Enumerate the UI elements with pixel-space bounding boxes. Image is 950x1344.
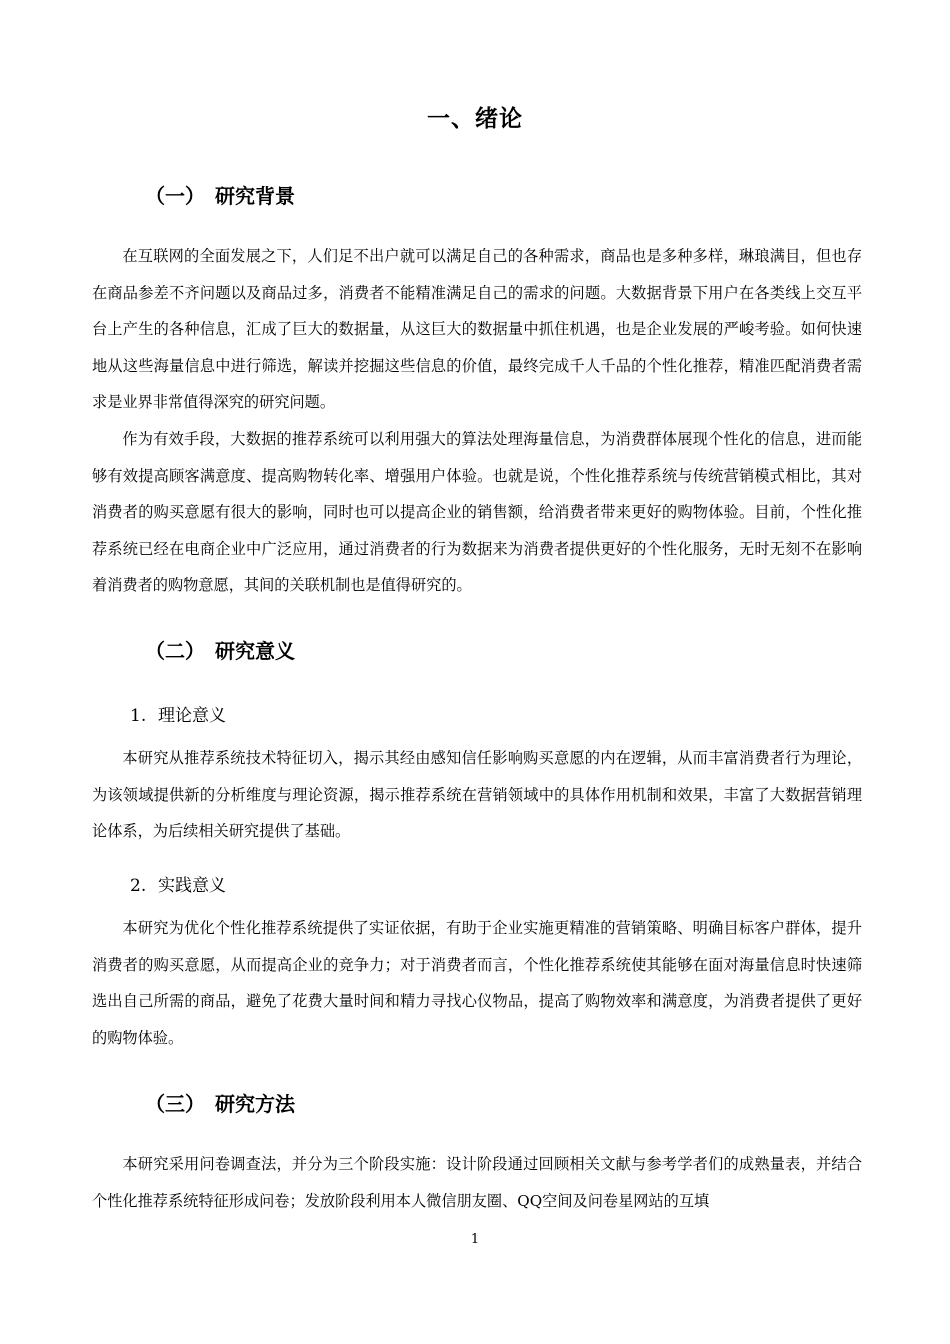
- subsection-heading-practice: [130, 871, 226, 896]
- paragraph-background-1: 在互联网的全面发展之下，人们足不出户就可以满足自己的各种需求，商品也是多种多样，琳琅满目，但也存在商品参差不齐问题以及商品过多，消费者不能精准满足自己的需求的问题。大数据背景下用户在各类线上交互平台上产生的各种信息，汇成了巨大的数据量，从这巨大的数据量中抓住机遇，也是企业发展的严峻考验。如何快速地从这些海量信息中进行筛选，解读并挖掘这些信息的价值，最终完成千人千品的个性化推荐，精准匹配消费者需求是业界非常值得深究的研究问题。: [92, 247, 862, 411]
- section-number: （三）: [145, 1092, 205, 1116]
- section-title: 研究背景: [215, 184, 295, 208]
- section-heading-significance: [145, 635, 295, 664]
- subsection-heading-theory: [130, 701, 226, 726]
- section-title: 研究意义: [215, 639, 295, 663]
- subsection-number: 2.: [130, 876, 147, 896]
- chapter-title: 一、绪论: [427, 106, 523, 132]
- section-number: （二）: [145, 639, 205, 663]
- section-number: （一）: [145, 184, 205, 208]
- section-title: 研究方法: [215, 1092, 295, 1116]
- subsection-title: 实践意义: [158, 876, 226, 896]
- page-number: 1: [470, 1232, 480, 1247]
- subsection-number: 1.: [130, 706, 147, 726]
- section-heading-methods: [145, 1088, 295, 1117]
- section-heading-background: [145, 180, 295, 209]
- paragraph-background-2: 作为有效手段，大数据的推荐系统可以利用强大的算法处理海量信息，为消费群体展现个性化的信息，进而能够有效提高顾客满意度、提高购物转化率、增强用户体验。也就是说，个性化推荐系统与传统营销模式相比，其对消费者的购买意愿有很大的影响，同时也可以提高企业的销售额，给消费者带来更好的购物体验。目前，个性化推荐系统已经在电商企业中广泛应用，通过消费者的行为数据来为消费者提供更好的个性化服务，无时无刻不在影响着消费者的购物意愿，其间的关联机制也是值得研究的。: [92, 430, 862, 594]
- paragraph-practice: 本研究为优化个性化推荐系统提供了实证依据，有助于企业实施更精准的营销策略、明确目标客户群体，提升消费者的购买意愿，从而提高企业的竞争力；对于消费者而言，个性化推荐系统使其能够在面对海量信息时快速筛选出自己所需的商品，避免了花费大量时间和精力寻找心仪物品，提高了购物效率和满意度，为消费者提供了更好的购物体验。: [92, 919, 862, 1047]
- subsection-title: 理论意义: [158, 706, 226, 726]
- paragraph-theory: 本研究从推荐系统技术特征切入，揭示其经由感知信任影响购买意愿的内在逻辑，从而丰富消费者行为理论，为该领域提供新的分析维度与理论资源，揭示推荐系统在营销领域中的具体作用机制和效果，丰富了大数据营销理论体系，为后续相关研究提供了基础。: [92, 749, 862, 840]
- paragraph-methods: 本研究采用问卷调查法，并分为三个阶段实施：设计阶段通过回顾相关文献与参考学者们的成熟量表，并结合个性化推荐系统特征形成问卷；发放阶段利用本人微信朋友圈、QQ空间及问卷星网站的互填: [92, 1155, 862, 1210]
